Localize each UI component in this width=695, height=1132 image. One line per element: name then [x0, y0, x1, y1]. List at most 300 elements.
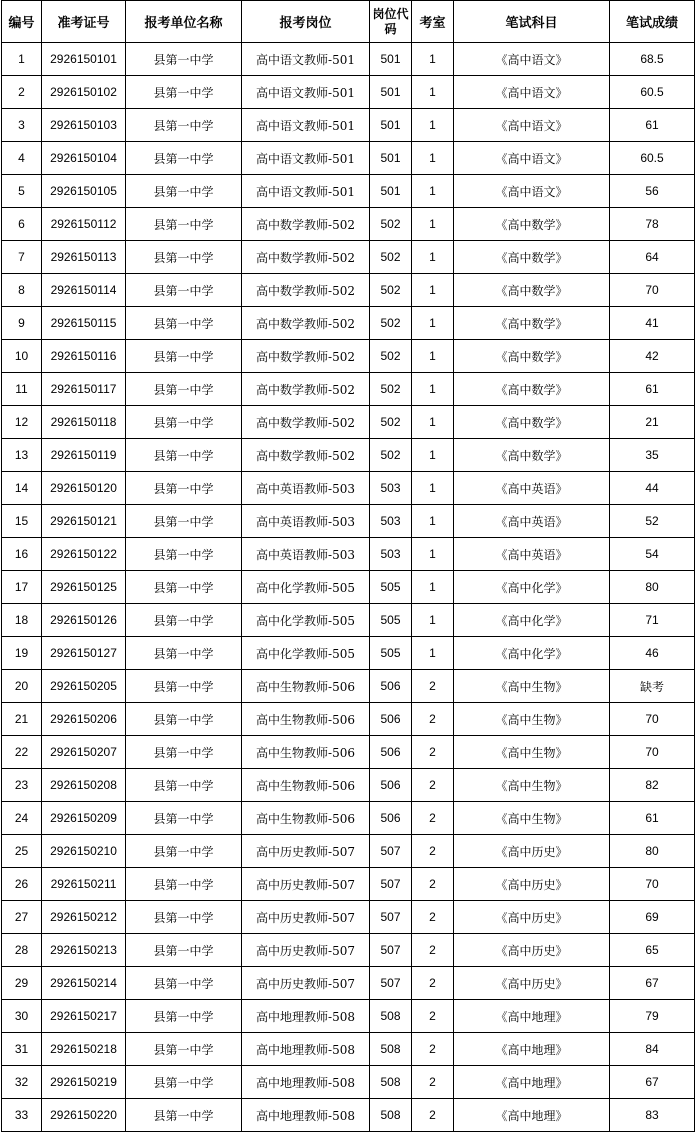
cell-unit-name: 县第一中学	[126, 1099, 242, 1132]
cell-exam-room: 2	[412, 934, 454, 967]
cell-exam-score: 54	[610, 538, 695, 571]
cell-exam-score: 56	[610, 175, 695, 208]
cell-number: 4	[2, 142, 42, 175]
cell-position-code: 506	[370, 736, 412, 769]
cell-unit-name: 县第一中学	[126, 109, 242, 142]
cell-ticket-number: 2926150219	[42, 1066, 126, 1099]
cell-ticket-number: 2926150214	[42, 967, 126, 1000]
cell-exam-subject: 《高中生物》	[454, 802, 610, 835]
cell-exam-subject: 《高中数学》	[454, 241, 610, 274]
cell-exam-subject: 《高中生物》	[454, 703, 610, 736]
table-row	[2, 736, 695, 769]
cell-exam-room: 1	[412, 274, 454, 307]
cell-number: 24	[2, 802, 42, 835]
cell-unit-name: 县第一中学	[126, 43, 242, 76]
table-row	[2, 967, 695, 1000]
cell-unit-name: 县第一中学	[126, 835, 242, 868]
cell-exam-room: 2	[412, 868, 454, 901]
cell-exam-subject: 《高中语文》	[454, 76, 610, 109]
cell-number: 31	[2, 1033, 42, 1066]
cell-exam-subject: 《高中数学》	[454, 406, 610, 439]
cell-position: 高中地理教师-508	[242, 1099, 370, 1132]
cell-position: 高中数学教师-502	[242, 373, 370, 406]
cell-unit-name: 县第一中学	[126, 670, 242, 703]
cell-exam-room: 2	[412, 703, 454, 736]
cell-position-code: 507	[370, 835, 412, 868]
cell-position-code: 507	[370, 868, 412, 901]
cell-exam-room: 1	[412, 505, 454, 538]
cell-unit-name: 县第一中学	[126, 571, 242, 604]
cell-exam-score: 80	[610, 835, 695, 868]
cell-exam-room: 2	[412, 1099, 454, 1132]
cell-position-code: 503	[370, 472, 412, 505]
cell-number: 27	[2, 901, 42, 934]
cell-ticket-number: 2926150217	[42, 1000, 126, 1033]
cell-number: 13	[2, 439, 42, 472]
cell-ticket-number: 2926150101	[42, 43, 126, 76]
cell-exam-room: 2	[412, 802, 454, 835]
cell-exam-room: 2	[412, 967, 454, 1000]
cell-position-code: 508	[370, 1066, 412, 1099]
cell-exam-score: 65	[610, 934, 695, 967]
cell-position: 高中历史教师-507	[242, 901, 370, 934]
cell-exam-score: 61	[610, 109, 695, 142]
header-position-code: 岗位代码	[370, 1, 412, 43]
cell-unit-name: 县第一中学	[126, 1066, 242, 1099]
cell-ticket-number: 2926150119	[42, 439, 126, 472]
cell-exam-score: 61	[610, 802, 695, 835]
cell-exam-score: 35	[610, 439, 695, 472]
cell-ticket-number: 2926150125	[42, 571, 126, 604]
cell-position-code: 508	[370, 1099, 412, 1132]
cell-position-code: 502	[370, 208, 412, 241]
cell-exam-subject: 《高中历史》	[454, 901, 610, 934]
cell-position-code: 508	[370, 1000, 412, 1033]
cell-ticket-number: 2926150207	[42, 736, 126, 769]
cell-exam-score: 71	[610, 604, 695, 637]
cell-exam-room: 1	[412, 109, 454, 142]
cell-position-code: 502	[370, 241, 412, 274]
cell-position-code: 506	[370, 670, 412, 703]
cell-position-code: 502	[370, 373, 412, 406]
cell-exam-subject: 《高中生物》	[454, 670, 610, 703]
cell-position: 高中生物教师-506	[242, 802, 370, 835]
cell-exam-score: 70	[610, 868, 695, 901]
cell-unit-name: 县第一中学	[126, 1033, 242, 1066]
cell-ticket-number: 2926150114	[42, 274, 126, 307]
cell-position: 高中生物教师-506	[242, 736, 370, 769]
cell-ticket-number: 2926150212	[42, 901, 126, 934]
cell-number: 12	[2, 406, 42, 439]
cell-position-code: 502	[370, 274, 412, 307]
cell-exam-subject: 《高中化学》	[454, 604, 610, 637]
cell-position-code: 507	[370, 934, 412, 967]
cell-unit-name: 县第一中学	[126, 241, 242, 274]
cell-position-code: 501	[370, 175, 412, 208]
cell-number: 20	[2, 670, 42, 703]
cell-ticket-number: 2926150112	[42, 208, 126, 241]
cell-exam-score: 52	[610, 505, 695, 538]
cell-exam-room: 1	[412, 142, 454, 175]
cell-position: 高中历史教师-507	[242, 934, 370, 967]
cell-exam-score: 70	[610, 736, 695, 769]
cell-unit-name: 县第一中学	[126, 175, 242, 208]
cell-exam-room: 1	[412, 208, 454, 241]
table-row	[2, 604, 695, 637]
cell-position: 高中英语教师-503	[242, 472, 370, 505]
cell-position-code: 505	[370, 571, 412, 604]
cell-unit-name: 县第一中学	[126, 967, 242, 1000]
table-row	[2, 208, 695, 241]
cell-unit-name: 县第一中学	[126, 340, 242, 373]
cell-number: 25	[2, 835, 42, 868]
cell-position-code: 506	[370, 703, 412, 736]
cell-number: 3	[2, 109, 42, 142]
table-row	[2, 307, 695, 340]
cell-number: 21	[2, 703, 42, 736]
table-row	[2, 1000, 695, 1033]
cell-position: 高中数学教师-502	[242, 439, 370, 472]
cell-position-code: 501	[370, 142, 412, 175]
table-row	[2, 175, 695, 208]
table-row	[2, 637, 695, 670]
cell-exam-room: 2	[412, 670, 454, 703]
cell-exam-subject: 《高中地理》	[454, 1099, 610, 1132]
cell-exam-subject: 《高中地理》	[454, 1000, 610, 1033]
cell-exam-room: 2	[412, 835, 454, 868]
cell-number: 16	[2, 538, 42, 571]
cell-exam-subject: 《高中历史》	[454, 934, 610, 967]
cell-exam-score: 69	[610, 901, 695, 934]
cell-ticket-number: 2926150117	[42, 373, 126, 406]
cell-exam-subject: 《高中数学》	[454, 373, 610, 406]
cell-exam-subject: 《高中化学》	[454, 571, 610, 604]
cell-exam-score: 21	[610, 406, 695, 439]
table-row	[2, 76, 695, 109]
cell-ticket-number: 2926150126	[42, 604, 126, 637]
cell-ticket-number: 2926150213	[42, 934, 126, 967]
cell-unit-name: 县第一中学	[126, 1000, 242, 1033]
cell-position: 高中语文教师-501	[242, 76, 370, 109]
cell-exam-score: 82	[610, 769, 695, 802]
cell-unit-name: 县第一中学	[126, 934, 242, 967]
cell-number: 17	[2, 571, 42, 604]
exam-score-table	[1, 0, 695, 1132]
cell-unit-name: 县第一中学	[126, 604, 242, 637]
cell-exam-score: 44	[610, 472, 695, 505]
cell-exam-room: 1	[412, 175, 454, 208]
cell-exam-room: 1	[412, 472, 454, 505]
cell-exam-score: 67	[610, 967, 695, 1000]
cell-position: 高中生物教师-506	[242, 670, 370, 703]
cell-exam-room: 1	[412, 76, 454, 109]
cell-unit-name: 县第一中学	[126, 274, 242, 307]
cell-position: 高中地理教师-508	[242, 1066, 370, 1099]
cell-exam-score: 60.5	[610, 76, 695, 109]
cell-unit-name: 县第一中学	[126, 439, 242, 472]
cell-exam-score: 84	[610, 1033, 695, 1066]
cell-exam-subject: 《高中英语》	[454, 538, 610, 571]
cell-number: 29	[2, 967, 42, 1000]
cell-unit-name: 县第一中学	[126, 373, 242, 406]
header-exam-room: 考室	[412, 1, 454, 43]
cell-unit-name: 县第一中学	[126, 307, 242, 340]
cell-exam-score: 70	[610, 274, 695, 307]
cell-position-code: 507	[370, 967, 412, 1000]
cell-exam-score: 80	[610, 571, 695, 604]
cell-number: 18	[2, 604, 42, 637]
cell-exam-room: 1	[412, 43, 454, 76]
cell-ticket-number: 2926150206	[42, 703, 126, 736]
cell-position-code: 503	[370, 505, 412, 538]
cell-exam-room: 1	[412, 571, 454, 604]
table-row	[2, 868, 695, 901]
cell-exam-room: 1	[412, 439, 454, 472]
cell-position: 高中化学教师-505	[242, 571, 370, 604]
cell-position: 高中数学教师-502	[242, 406, 370, 439]
cell-number: 10	[2, 340, 42, 373]
cell-exam-subject: 《高中历史》	[454, 835, 610, 868]
cell-position-code: 501	[370, 109, 412, 142]
cell-ticket-number: 2926150105	[42, 175, 126, 208]
cell-number: 32	[2, 1066, 42, 1099]
cell-exam-score: 83	[610, 1099, 695, 1132]
cell-exam-score: 60.5	[610, 142, 695, 175]
cell-position-code: 505	[370, 637, 412, 670]
table-row	[2, 439, 695, 472]
table-row	[2, 835, 695, 868]
cell-exam-room: 2	[412, 736, 454, 769]
cell-unit-name: 县第一中学	[126, 802, 242, 835]
cell-number: 33	[2, 1099, 42, 1132]
cell-exam-subject: 《高中数学》	[454, 274, 610, 307]
cell-position: 高中地理教师-508	[242, 1000, 370, 1033]
cell-number: 5	[2, 175, 42, 208]
table-row	[2, 769, 695, 802]
table-row	[2, 934, 695, 967]
cell-ticket-number: 2926150115	[42, 307, 126, 340]
cell-number: 11	[2, 373, 42, 406]
table-row	[2, 571, 695, 604]
cell-exam-room: 2	[412, 901, 454, 934]
cell-position: 高中数学教师-502	[242, 241, 370, 274]
cell-number: 8	[2, 274, 42, 307]
cell-exam-score: 64	[610, 241, 695, 274]
cell-exam-subject: 《高中语文》	[454, 109, 610, 142]
cell-unit-name: 县第一中学	[126, 769, 242, 802]
cell-exam-room: 2	[412, 1066, 454, 1099]
cell-number: 9	[2, 307, 42, 340]
cell-ticket-number: 2926150211	[42, 868, 126, 901]
table-row	[2, 670, 695, 703]
cell-exam-room: 1	[412, 241, 454, 274]
cell-exam-room: 1	[412, 538, 454, 571]
header-exam-score: 笔试成绩	[610, 1, 695, 43]
cell-exam-room: 2	[412, 769, 454, 802]
cell-ticket-number: 2926150210	[42, 835, 126, 868]
cell-exam-room: 1	[412, 340, 454, 373]
cell-unit-name: 县第一中学	[126, 703, 242, 736]
cell-exam-score: 缺考	[610, 670, 695, 703]
cell-exam-score: 61	[610, 373, 695, 406]
table-row	[2, 373, 695, 406]
cell-number: 7	[2, 241, 42, 274]
cell-exam-subject: 《高中历史》	[454, 868, 610, 901]
cell-unit-name: 县第一中学	[126, 142, 242, 175]
cell-number: 19	[2, 637, 42, 670]
cell-position-code: 502	[370, 439, 412, 472]
cell-position: 高中英语教师-503	[242, 505, 370, 538]
cell-exam-subject: 《高中化学》	[454, 637, 610, 670]
cell-unit-name: 县第一中学	[126, 637, 242, 670]
cell-position: 高中化学教师-505	[242, 637, 370, 670]
cell-unit-name: 县第一中学	[126, 868, 242, 901]
table-row	[2, 274, 695, 307]
cell-unit-name: 县第一中学	[126, 538, 242, 571]
cell-exam-score: 41	[610, 307, 695, 340]
cell-number: 23	[2, 769, 42, 802]
cell-number: 15	[2, 505, 42, 538]
cell-exam-room: 2	[412, 1033, 454, 1066]
cell-exam-score: 67	[610, 1066, 695, 1099]
cell-position-code: 502	[370, 406, 412, 439]
cell-ticket-number: 2926150209	[42, 802, 126, 835]
header-exam-subject: 笔试科目	[454, 1, 610, 43]
cell-unit-name: 县第一中学	[126, 901, 242, 934]
cell-number: 30	[2, 1000, 42, 1033]
cell-number: 1	[2, 43, 42, 76]
cell-ticket-number: 2926150220	[42, 1099, 126, 1132]
cell-exam-subject: 《高中语文》	[454, 43, 610, 76]
cell-position: 高中历史教师-507	[242, 835, 370, 868]
cell-exam-subject: 《高中数学》	[454, 340, 610, 373]
cell-ticket-number: 2926150103	[42, 109, 126, 142]
cell-unit-name: 县第一中学	[126, 505, 242, 538]
cell-position: 高中化学教师-505	[242, 604, 370, 637]
cell-ticket-number: 2926150205	[42, 670, 126, 703]
table-row	[2, 406, 695, 439]
cell-exam-room: 1	[412, 307, 454, 340]
cell-position-code: 501	[370, 43, 412, 76]
cell-exam-room: 2	[412, 1000, 454, 1033]
cell-exam-score: 78	[610, 208, 695, 241]
cell-position: 高中英语教师-503	[242, 538, 370, 571]
cell-exam-subject: 《高中数学》	[454, 307, 610, 340]
cell-ticket-number: 2926150121	[42, 505, 126, 538]
cell-unit-name: 县第一中学	[126, 208, 242, 241]
table-row	[2, 901, 695, 934]
cell-ticket-number: 2926150127	[42, 637, 126, 670]
cell-unit-name: 县第一中学	[126, 472, 242, 505]
cell-exam-score: 68.5	[610, 43, 695, 76]
cell-position: 高中语文教师-501	[242, 175, 370, 208]
cell-position-code: 506	[370, 802, 412, 835]
cell-position-code: 503	[370, 538, 412, 571]
cell-exam-room: 1	[412, 637, 454, 670]
header-number: 编号	[2, 1, 42, 43]
table-body	[2, 43, 695, 1132]
cell-position-code: 502	[370, 340, 412, 373]
cell-ticket-number: 2926150116	[42, 340, 126, 373]
cell-unit-name: 县第一中学	[126, 736, 242, 769]
cell-position: 高中语文教师-501	[242, 43, 370, 76]
cell-position: 高中数学教师-502	[242, 208, 370, 241]
cell-exam-subject: 《高中语文》	[454, 142, 610, 175]
cell-exam-subject: 《高中英语》	[454, 472, 610, 505]
table-row	[2, 703, 695, 736]
table-row	[2, 340, 695, 373]
cell-exam-subject: 《高中英语》	[454, 505, 610, 538]
cell-position-code: 505	[370, 604, 412, 637]
cell-position-code: 508	[370, 1033, 412, 1066]
table-row	[2, 505, 695, 538]
cell-exam-room: 1	[412, 373, 454, 406]
cell-position: 高中语文教师-501	[242, 142, 370, 175]
cell-position: 高中生物教师-506	[242, 769, 370, 802]
table-row	[2, 43, 695, 76]
table-header-row	[2, 1, 695, 43]
cell-position-code: 507	[370, 901, 412, 934]
cell-position: 高中数学教师-502	[242, 340, 370, 373]
table-row	[2, 241, 695, 274]
cell-position: 高中地理教师-508	[242, 1033, 370, 1066]
cell-position: 高中生物教师-506	[242, 703, 370, 736]
cell-position-code: 502	[370, 307, 412, 340]
header-ticket-number: 准考证号	[42, 1, 126, 43]
cell-position: 高中数学教师-502	[242, 274, 370, 307]
cell-ticket-number: 2926150118	[42, 406, 126, 439]
cell-ticket-number: 2926150218	[42, 1033, 126, 1066]
cell-exam-score: 79	[610, 1000, 695, 1033]
cell-ticket-number: 2926150208	[42, 769, 126, 802]
cell-ticket-number: 2926150104	[42, 142, 126, 175]
cell-exam-score: 46	[610, 637, 695, 670]
header-position: 报考岗位	[242, 1, 370, 43]
cell-number: 28	[2, 934, 42, 967]
table-row	[2, 109, 695, 142]
cell-position-code: 506	[370, 769, 412, 802]
cell-number: 26	[2, 868, 42, 901]
table-row	[2, 802, 695, 835]
cell-exam-subject: 《高中数学》	[454, 208, 610, 241]
cell-number: 2	[2, 76, 42, 109]
table-row	[2, 1066, 695, 1099]
cell-exam-room: 1	[412, 406, 454, 439]
cell-exam-subject: 《高中地理》	[454, 1033, 610, 1066]
cell-position: 高中语文教师-501	[242, 109, 370, 142]
cell-unit-name: 县第一中学	[126, 76, 242, 109]
cell-number: 14	[2, 472, 42, 505]
cell-number: 6	[2, 208, 42, 241]
table-row	[2, 142, 695, 175]
cell-number: 22	[2, 736, 42, 769]
cell-position: 高中数学教师-502	[242, 307, 370, 340]
table-row	[2, 472, 695, 505]
cell-exam-score: 70	[610, 703, 695, 736]
cell-ticket-number: 2926150102	[42, 76, 126, 109]
cell-position-code: 501	[370, 76, 412, 109]
cell-ticket-number: 2926150122	[42, 538, 126, 571]
cell-position: 高中历史教师-507	[242, 868, 370, 901]
header-unit-name: 报考单位名称	[126, 1, 242, 43]
table-row	[2, 1099, 695, 1132]
cell-ticket-number: 2926150113	[42, 241, 126, 274]
cell-exam-score: 42	[610, 340, 695, 373]
cell-exam-subject: 《高中生物》	[454, 736, 610, 769]
table-row	[2, 1033, 695, 1066]
cell-exam-subject: 《高中历史》	[454, 967, 610, 1000]
cell-position: 高中历史教师-507	[242, 967, 370, 1000]
